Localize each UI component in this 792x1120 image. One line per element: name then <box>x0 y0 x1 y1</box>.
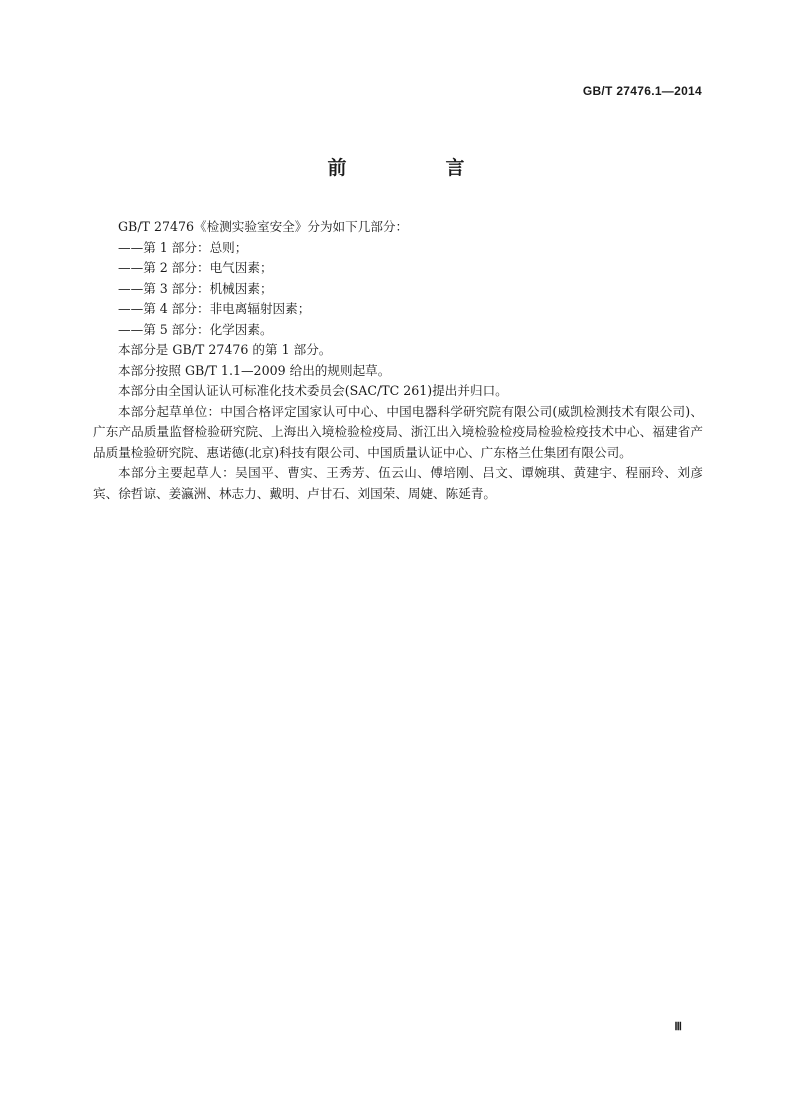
list-item: ——第 4 部分：非电离辐射因素； <box>118 301 311 316</box>
standard-code: GB/T 27476.1—2014 <box>582 84 702 98</box>
drafting-units: 本部分起草单位：中国合格评定国家认可中心、中国电器科学研究院有限公司(威凯检测技术有限公司)、广东产品质量监督检验研究院、上海出入境检验检疫局、浙江出入境检验检疫局检验检疫技术中心、福建省产品质量检验研究院、惠诺德(北京)科技有限公司、中国质量认证中心、广东格兰仕集团有限公司。 <box>93 403 703 460</box>
foreword-body <box>93 217 703 504</box>
list-item: ——第 5 部分：化学因素。 <box>118 321 273 337</box>
list-item: ——第 2 部分：电气因素； <box>118 260 273 275</box>
intro-paragraph: GB/T 27476《检测实验室安全》分为如下几部分： <box>118 219 409 234</box>
page-number: Ⅲ <box>674 1021 682 1033</box>
part-statement: 本部分是 GB/T 27476 的第 1 部分。 <box>118 342 332 357</box>
list-item: ——第 3 部分：机械因素； <box>118 280 273 296</box>
page-title: 前 言 <box>327 157 505 179</box>
list-item: ——第 1 部分：总则； <box>118 239 248 255</box>
drafting-rule-statement: 本部分按照 GB/T 1.1—2009 给出的规则起草。 <box>118 362 391 378</box>
proposer-statement: 本部分由全国认证认可标准化技术委员会(SAC/TC 261)提出并归口。 <box>118 383 508 398</box>
main-drafters: 本部分主要起草人：吴国平、曹实、王秀芳、伍云山、傅培刚、吕文、谭婉琪、黄建宇、程丽玲、刘彦宾、徐哲谅、姜瀛洲、林志力、戴明、卢甘石、刘国荣、周婕、陈延青。 <box>93 465 703 501</box>
